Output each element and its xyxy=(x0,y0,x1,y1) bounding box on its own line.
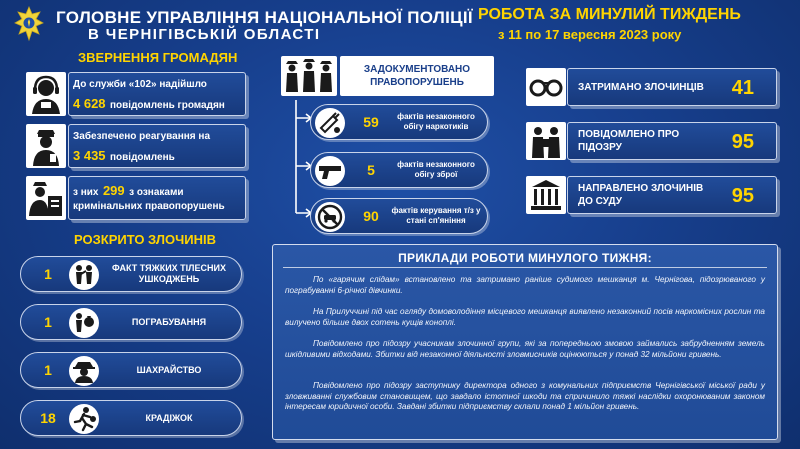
example-paragraph: На Прилуччині під час огляду домоволодіння місцевого мешканця виявлено незаконний посів наркомісних рослин та вилучено більше двох сотень кущів коноплі. xyxy=(285,307,765,327)
criminal-offences-box xyxy=(68,176,246,220)
no-drunk-driving-icon xyxy=(315,202,345,232)
fraud-icon xyxy=(69,356,99,386)
documented-value: 5 xyxy=(367,162,375,178)
solved-value: 1 xyxy=(44,362,52,378)
example-paragraph: По «гарячим слідам» встановлено та затримано раніше судимого мешканця м. Чернігова, підозрюваного у пограбуванні 6-річної дівчинки. xyxy=(285,275,765,295)
criminal-offences-post: з ознаками xyxy=(129,187,184,198)
stat-suspicion xyxy=(567,122,777,160)
response-pre: Забезпечено реагування на xyxy=(73,131,211,142)
solved-label: КРАДІЖОК xyxy=(145,412,193,423)
solved-value: 1 xyxy=(44,314,52,330)
documented-label: фактів керування т/з у стані сп'яніння xyxy=(391,206,481,225)
police-officer-icon xyxy=(26,124,66,168)
documented-value: 59 xyxy=(363,114,379,130)
calls-102-pre: До служби «102» надійшло xyxy=(73,79,207,90)
stat-label: НАПРАВЛЕНО ЗЛОЧИНІВ ДО СУДУ xyxy=(578,183,704,207)
examples-title: ПРИКЛАДИ РОБОТИ МИНУЛОГО ТИЖНЯ: xyxy=(398,251,652,265)
example-paragraph: Повідомлено про підозру заступнику директора одного з комунальних підприємств Чернігівської міської ради у зловживанні службовим становищем, що завдало істотної шкоди та спричинило тяжкі наслідки охоронюваним законом інтересам юридичної особи. Завдані збитки підприємству склали понад 1 мільйон гривень. xyxy=(285,381,765,411)
response-post: повідомлень xyxy=(110,152,175,163)
stat-label: ПОВІДОМЛЕНО ПРО ПІДОЗРУ xyxy=(578,129,680,153)
solved-label: ФАКТ ТЯЖКИХ ТІЛЕСНИХ УШКОДЖЕНЬ xyxy=(112,263,226,284)
stat-sent-to-court xyxy=(567,176,777,214)
documented-item-drugs xyxy=(310,104,488,140)
solved-value: 18 xyxy=(40,410,56,426)
courthouse-icon xyxy=(526,176,566,214)
calls-102-box xyxy=(68,72,246,116)
criminal-offences-pre: з них xyxy=(73,187,99,198)
stat-value: 95 xyxy=(731,185,754,207)
documented-label: фактів незаконного обігу наркотиків xyxy=(397,112,475,131)
documented-section-title xyxy=(340,56,494,96)
solved-item-fraud xyxy=(20,352,242,388)
operator-headset-icon xyxy=(26,72,66,116)
solved-label: ШАХРАЙСТВО xyxy=(136,364,202,375)
handcuffs-icon xyxy=(526,68,566,106)
police-group-icon xyxy=(281,56,337,96)
header-line-1: ГОЛОВНЕ УПРАВЛІННЯ НАЦІОНАЛЬНОЇ ПОЛІЦІЇ xyxy=(56,8,473,27)
documented-value: 90 xyxy=(363,208,379,224)
criminal-offences-post2: кримінальних правопорушень xyxy=(73,201,225,212)
fight-icon xyxy=(69,260,99,290)
police-badge-icon xyxy=(14,6,44,42)
documented-label: фактів незаконного обігу зброї xyxy=(397,160,475,179)
header-line-2: В ЧЕРНІГІВСЬКІЙ ОБЛАСТІ xyxy=(88,26,321,43)
stat-detained xyxy=(567,68,777,106)
report-period: з 11 по 17 вересня 2023 року xyxy=(498,27,682,42)
suspect-notice-icon xyxy=(526,122,566,160)
example-paragraph: Повідомлено про підозру учасникам злочинної групи, які за попередньою змовою займались забрудненням земель шкідливими відходами. Збитки від незаконної діяльності зловмисників оцінюються у понад 32 мільйони гривень. xyxy=(285,339,765,359)
documented-title-text: ЗАДОКУМЕНТОВАНО ПРАВОПОРУШЕНЬ xyxy=(363,64,471,88)
stat-value: 41 xyxy=(731,77,754,99)
documented-item-weapons xyxy=(310,152,488,188)
response-box xyxy=(68,124,246,168)
stat-value: 95 xyxy=(731,131,754,153)
documented-bracket xyxy=(292,100,312,218)
solved-item-robbery xyxy=(20,304,242,340)
officer-document-icon xyxy=(26,176,66,220)
criminal-offences-count: 299 xyxy=(102,183,125,198)
examples-divider xyxy=(283,267,767,268)
robbery-icon xyxy=(69,308,99,338)
pistol-icon xyxy=(315,156,345,186)
calls-102-count: 4 628 xyxy=(73,96,106,111)
report-title: РОБОТА ЗА МИНУЛИЙ ТИЖДЕНЬ xyxy=(478,6,741,23)
solved-section-title: РОЗКРИТО ЗЛОЧИНІВ xyxy=(74,232,216,247)
response-count: 3 435 xyxy=(73,148,106,163)
solved-item-theft xyxy=(20,400,242,436)
documented-item-drunk-driving xyxy=(310,198,488,234)
calls-102-post: повідомлень громадян xyxy=(110,100,225,111)
thief-running-icon xyxy=(69,404,99,434)
solved-item-grievous-harm xyxy=(20,256,242,292)
citizens-section-title: ЗВЕРНЕННЯ ГРОМАДЯН xyxy=(78,50,238,65)
drugs-icon xyxy=(315,108,345,138)
solved-label: ПОГРАБУВАННЯ xyxy=(131,316,207,327)
solved-value: 1 xyxy=(44,266,52,282)
stat-label: ЗАТРИМАНО ЗЛОЧИНЦІВ xyxy=(578,81,704,93)
examples-panel xyxy=(272,244,778,440)
